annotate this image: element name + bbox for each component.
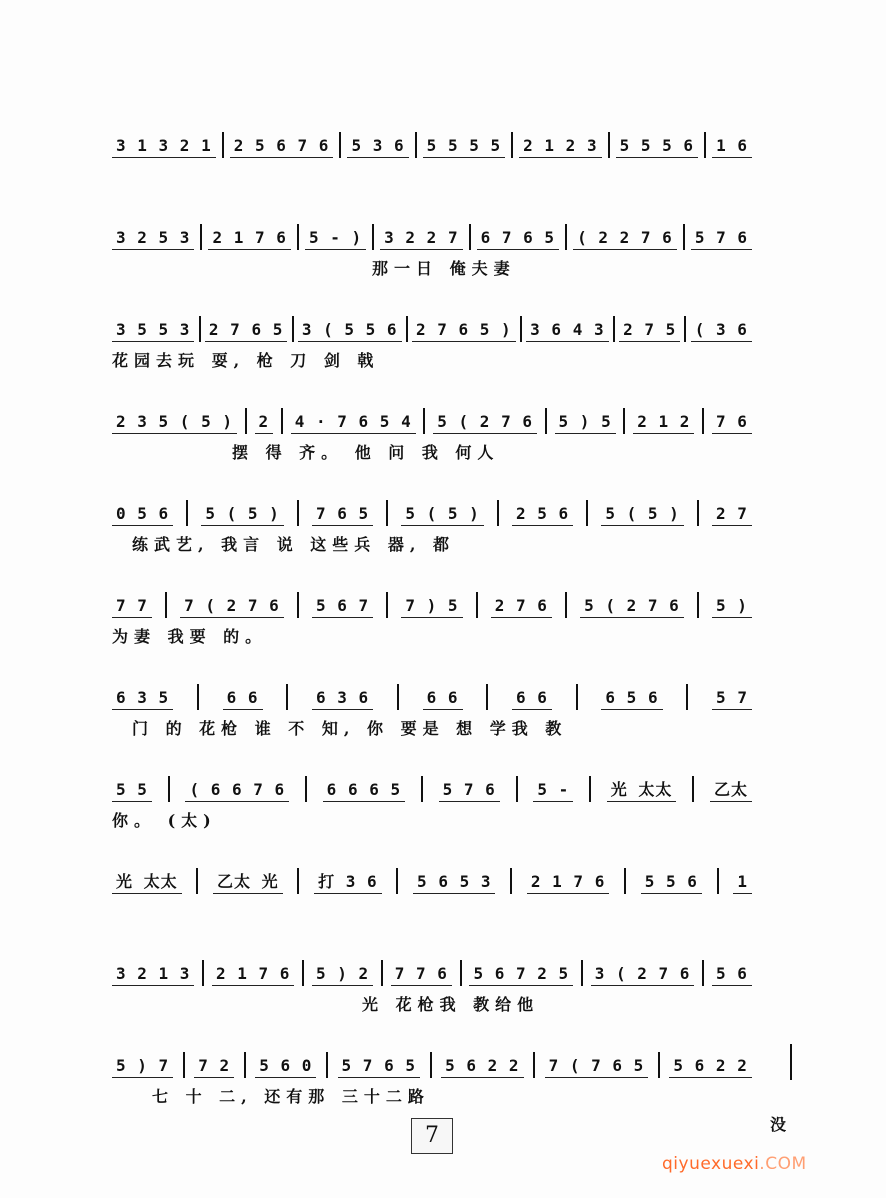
barline: [589, 776, 591, 802]
barline: [197, 684, 199, 710]
measure: 6 6: [223, 687, 263, 710]
barline: [396, 868, 398, 894]
measure: 5 5 5 5: [423, 135, 505, 158]
measure: 7 2: [194, 1055, 234, 1078]
measure: 3 2 1 3: [112, 963, 194, 986]
measure: 7 7 6: [391, 963, 452, 986]
barline: [245, 408, 247, 434]
notation-line: [112, 762, 752, 802]
barline: [415, 132, 417, 158]
measure: 5 7: [712, 687, 752, 710]
barline: [397, 684, 399, 710]
score-system: [112, 1038, 752, 1128]
barline: [202, 960, 204, 986]
measure: ( 3 6: [691, 319, 752, 342]
lyric-line: [112, 164, 752, 183]
barline: [686, 684, 688, 710]
measure: 3 ( 2 7 6: [591, 963, 695, 986]
measure: 6 3 6: [312, 687, 373, 710]
barline: [244, 1052, 246, 1078]
notation-line: [112, 854, 752, 894]
measure: 光 太太: [112, 871, 182, 894]
measure: 0 5 6: [112, 503, 173, 526]
measure: 5 -: [533, 779, 573, 802]
barline: [183, 1052, 185, 1078]
measure: 2 7 5: [619, 319, 680, 342]
barline: [186, 500, 188, 526]
barline: [697, 592, 699, 618]
measure: 3 6 4 3: [526, 319, 608, 342]
barline: [586, 500, 588, 526]
score-system: [112, 762, 752, 852]
measure: 2 1 7 6: [527, 871, 609, 894]
measure: 2 7 6 5: [205, 319, 287, 342]
barline-end: [790, 1044, 792, 1080]
measure: 5 6: [712, 963, 752, 986]
measure: 7 6: [712, 411, 752, 434]
barline: [297, 592, 299, 618]
notation-line: [112, 670, 752, 710]
barline: [717, 868, 719, 894]
barline: [421, 776, 423, 802]
measure: 乙太: [710, 779, 752, 802]
barline: [702, 960, 704, 986]
barline: [565, 224, 567, 250]
barline: [576, 684, 578, 710]
lyric-text: 光 花枪我 教给他: [362, 995, 540, 1014]
score-system: [112, 118, 752, 208]
measure: 光 太太: [607, 779, 677, 802]
barline: [545, 408, 547, 434]
barline: [497, 500, 499, 526]
lyric-text: 花园去玩 耍, 枪 刀 剑 戟: [112, 351, 380, 370]
site-watermark: [662, 1154, 807, 1174]
score-system: [112, 486, 752, 576]
score-system: [112, 854, 752, 944]
barline: [326, 1052, 328, 1078]
measure: 2 1 2 3: [519, 135, 601, 158]
measure: 2 7 6: [491, 595, 552, 618]
measure: 5 7 6: [439, 779, 500, 802]
barline: [520, 316, 522, 342]
measure: 7 7: [112, 595, 152, 618]
lyric-text: 摆 得 齐。 他 问 我 何人: [232, 443, 500, 462]
lyric-line: [112, 900, 752, 919]
measure: 5 - ): [305, 227, 366, 250]
barline: [511, 132, 513, 158]
barline: [613, 316, 615, 342]
measure: 7 ( 7 6 5: [545, 1055, 649, 1078]
barline: [339, 132, 341, 158]
lyric-line: [112, 992, 752, 1015]
barline: [684, 316, 686, 342]
measure: 5 7 6 5: [338, 1055, 420, 1078]
lyric-line: [112, 716, 752, 739]
barline: [692, 776, 694, 802]
barline: [510, 868, 512, 894]
measure: 6 6: [512, 687, 552, 710]
measure: 5 ( 5 ): [201, 503, 283, 526]
barline: [386, 500, 388, 526]
barline: [476, 592, 478, 618]
barline: [533, 1052, 535, 1078]
barline: [460, 960, 462, 986]
notation-line: [112, 946, 752, 986]
lyric-line: [112, 532, 752, 555]
notation-line: [112, 118, 752, 158]
score-system: [112, 946, 752, 1036]
barline: [381, 960, 383, 986]
lyric-text: 你。 (太): [112, 811, 217, 830]
barline: [608, 132, 610, 158]
lyric-text: 七 十 二, 还有那 三十二路: [152, 1087, 430, 1106]
measure: 打 3 6: [314, 871, 382, 894]
lyric-side-word: 没: [770, 1115, 787, 1134]
barline: [305, 776, 307, 802]
barline: [168, 776, 170, 802]
measure: 5 6 2 2: [441, 1055, 523, 1078]
lyric-line: [112, 624, 752, 647]
lyric-text: 练武艺, 我言 说 这些兵 器, 都: [132, 535, 455, 554]
measure: 3 1 3 2 1: [112, 135, 216, 158]
page-number: 7: [411, 1118, 453, 1154]
score-system: [112, 578, 752, 668]
watermark-main: qiyuexuexi: [662, 1154, 760, 1174]
measure: 2 5 6 7 6: [230, 135, 334, 158]
measure: 2 1 2: [633, 411, 694, 434]
barline: [697, 500, 699, 526]
notation-line: [112, 302, 752, 342]
measure: 7 ) 5: [401, 595, 462, 618]
measure: 2 1 7 6: [212, 963, 294, 986]
measure: 5 ) 5: [555, 411, 616, 434]
measure: 5 ): [712, 595, 752, 618]
measure: 7 6 5: [312, 503, 373, 526]
measure: ( 6 6 7 6: [185, 779, 289, 802]
measure: 5 6 7: [312, 595, 373, 618]
barline: [565, 592, 567, 618]
measure: 5 6 2 2: [669, 1055, 751, 1078]
score-system: [112, 670, 752, 760]
barline: [581, 960, 583, 986]
barline: [430, 1052, 432, 1078]
barline: [386, 592, 388, 618]
measure: 2 7 6 5 ): [412, 319, 516, 342]
barline: [302, 960, 304, 986]
score-system: [112, 210, 752, 300]
lyric-line: [112, 256, 752, 279]
measure: ( 2 2 7 6: [573, 227, 677, 250]
barline: [372, 224, 374, 250]
measure: 5 ) 7: [112, 1055, 173, 1078]
measure: 1 6: [712, 135, 752, 158]
measure: 6 7 6 5: [477, 227, 559, 250]
measure: 5 7 6: [691, 227, 752, 250]
lyric-line: [112, 808, 752, 831]
notation-line: [112, 394, 752, 434]
measure: 乙太 光: [213, 871, 283, 894]
lyric-text: 那一日 俺夫妻: [372, 259, 516, 278]
barline: [406, 316, 408, 342]
notation-line: [112, 1038, 752, 1078]
lyric-line: [112, 348, 752, 371]
measure: 6 3 5: [112, 687, 173, 710]
measure: 5 ( 5 ): [401, 503, 483, 526]
measure: 3 2 2 7: [380, 227, 462, 250]
measure: 5 ( 5 ): [601, 503, 683, 526]
measure: 2 3 5 ( 5 ): [112, 411, 237, 434]
measure: 1: [733, 871, 752, 894]
barline: [292, 316, 294, 342]
measure: 7 ( 2 7 6: [180, 595, 284, 618]
measure: 3 2 5 3: [112, 227, 194, 250]
barline: [200, 224, 202, 250]
score-system: [112, 302, 752, 392]
barline: [297, 224, 299, 250]
measure: 5 5: [112, 779, 152, 802]
measure: 5 3 6: [347, 135, 408, 158]
measure: 5 6 0: [255, 1055, 316, 1078]
measure: 5 5 5 6: [616, 135, 698, 158]
barline: [286, 684, 288, 710]
measure: 2: [255, 411, 274, 434]
barline: [683, 224, 685, 250]
barline: [222, 132, 224, 158]
lyric-line: [112, 440, 752, 463]
measure: 5 5 6: [641, 871, 702, 894]
barline: [423, 408, 425, 434]
measure: 5 6 7 2 5: [469, 963, 573, 986]
measure: 6 6 6 5: [323, 779, 405, 802]
measure: 3 ( 5 5 6: [298, 319, 402, 342]
barline: [623, 408, 625, 434]
measure: 2 1 7 6: [208, 227, 290, 250]
measure: 3 5 5 3: [112, 319, 194, 342]
notation-line: [112, 578, 752, 618]
lyric-text: 为妻 我要 的。: [112, 627, 268, 646]
barline: [199, 316, 201, 342]
barline: [297, 868, 299, 894]
measure: 5 ( 2 7 6: [580, 595, 684, 618]
measure: 2 7: [712, 503, 752, 526]
barline: [486, 684, 488, 710]
lyric-line: [112, 1084, 752, 1107]
measure: 5 6 5 3: [413, 871, 495, 894]
barline: [704, 132, 706, 158]
barline: [516, 776, 518, 802]
measure: 5 ) 2: [312, 963, 373, 986]
barline: [297, 500, 299, 526]
watermark-suffix: .COM: [759, 1154, 807, 1174]
score-system: [112, 394, 752, 484]
notation-line: [112, 486, 752, 526]
measure: 4 · 7 6 5 4: [291, 411, 416, 434]
barline: [165, 592, 167, 618]
measure: 2 5 6: [512, 503, 573, 526]
barline: [196, 868, 198, 894]
measure: 6 5 6: [601, 687, 662, 710]
barline: [469, 224, 471, 250]
barline: [702, 408, 704, 434]
measure: 6 6: [423, 687, 463, 710]
barline: [658, 1052, 660, 1078]
measure: 5 ( 2 7 6: [433, 411, 537, 434]
barline: [281, 408, 283, 434]
notation-line: [112, 210, 752, 250]
lyric-text: 门 的 花枪 谁 不 知, 你 要是 想 学我 教: [132, 719, 568, 738]
barline: [624, 868, 626, 894]
